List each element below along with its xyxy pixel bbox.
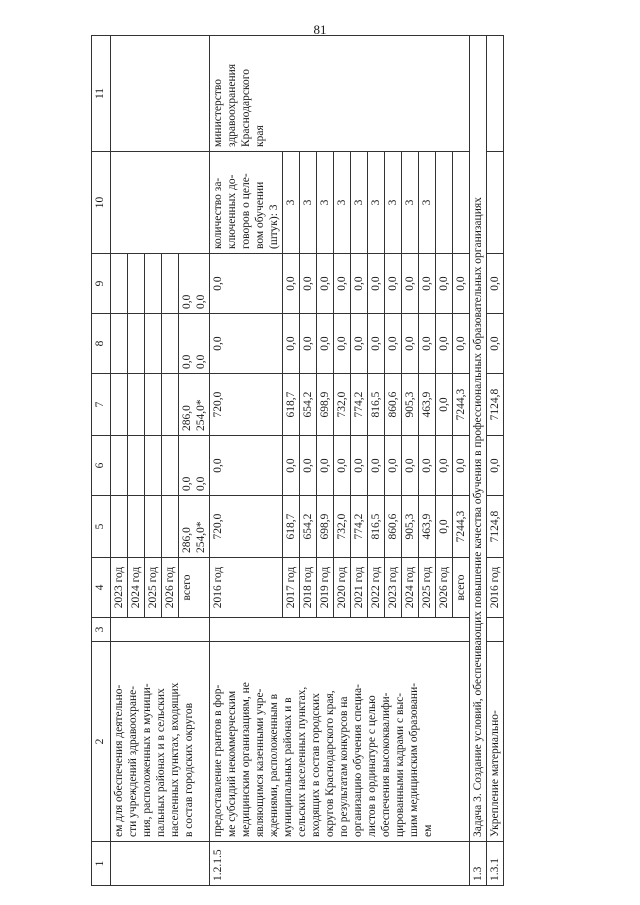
year-cell: 2016 год [487, 558, 504, 618]
indicator-value-cell: 3 [368, 152, 385, 254]
year-cell: 2024 год [128, 558, 145, 618]
other-sources-cell [145, 254, 162, 314]
header-cell-4: 4 [92, 558, 111, 618]
regional-budget-cell: 905,3 [402, 374, 419, 436]
total-amount-cell: 463,9 [419, 496, 436, 558]
other-sources-cell: 0,0 [419, 254, 436, 314]
year-cell: 2021 год [351, 558, 368, 618]
local-budget-cell: 0,0 [334, 314, 351, 374]
regional-budget-cell: 698,9 [317, 374, 334, 436]
indicator-value-cell: 3 [385, 152, 402, 254]
year-cell: всего [179, 558, 210, 618]
indicator-value-cell [436, 152, 453, 254]
regional-budget-cell: 7244,3 [453, 374, 470, 436]
year-cell: 2026 год [436, 558, 453, 618]
table-row [111, 36, 128, 886]
indicator-cell [111, 152, 210, 254]
federal-budget-cell: 0,0 [487, 436, 504, 496]
year-cell: 2016 год [210, 558, 283, 618]
federal-budget-cell [111, 436, 128, 496]
regional-budget-cell: 463,9 [419, 374, 436, 436]
year-cell: 2024 год [402, 558, 419, 618]
local-budget-cell: 0,0 [317, 314, 334, 374]
federal-budget-cell: 0,0 [317, 436, 334, 496]
year-cell: 2026 год [162, 558, 179, 618]
federal-budget-cell [128, 436, 145, 496]
header-row [92, 36, 111, 886]
indicator-value-cell [453, 152, 470, 254]
local-budget-cell: 0,0 [436, 314, 453, 374]
total-amount-cell [145, 496, 162, 558]
column-3-cell [210, 618, 470, 642]
regional-budget-cell [145, 374, 162, 436]
local-budget-cell: 0,0 [300, 314, 317, 374]
activity-name-cell: Укрепление материально- [487, 642, 504, 842]
year-cell: всего [453, 558, 470, 618]
table-row [210, 36, 283, 886]
year-cell: 2023 год [385, 558, 402, 618]
regional-budget-cell [128, 374, 145, 436]
executor-cell [487, 36, 504, 152]
other-sources-cell: 0,0 [210, 254, 283, 314]
page-number: 81 [313, 22, 327, 37]
local-budget-cell: 0,0 [419, 314, 436, 374]
year-cell: 2022 год [368, 558, 385, 618]
indicator-value-cell: 3 [419, 152, 436, 254]
indicator-value-cell: 3 [402, 152, 419, 254]
other-sources-cell: 0,0 [334, 254, 351, 314]
table-row [487, 36, 504, 886]
local-budget-cell: 0,0 [385, 314, 402, 374]
regional-budget-cell: 732,0 [334, 374, 351, 436]
other-sources-cell: 0,0 [385, 254, 402, 314]
header-cell-9: 9 [92, 254, 111, 314]
indicator-value-cell: 3 [317, 152, 334, 254]
year-cell: 2025 год [419, 558, 436, 618]
total-amount-cell: 905,3 [402, 496, 419, 558]
executor-cell [111, 36, 210, 152]
task-row [470, 36, 487, 886]
activity-name-cell: ем для обеспечения деятельно- сти учреждений здравоохране- ния, расположенных в муници- пальных районах и в сельских населенных пунктах, входящих в состав городских округов [111, 642, 210, 842]
task-title-cell: Задача 3. Создание условий, обеспечивающих повышение качества обучения в профессиональных образовательных организациях [470, 36, 487, 842]
local-budget-cell: 0,0 [283, 314, 300, 374]
local-budget-cell [128, 314, 145, 374]
total-amount-cell: 7124,8 [487, 496, 504, 558]
total-amount-cell: 618,7 [283, 496, 300, 558]
activity-name-cell: предоставление грантов в фор- ме субсидий некоммерческим медицинским организациям, не являющимся казенными учре- ждениями, расположенным в муниципальных районах и в сельских населенных пунктах, входящих в состав городских округов Краснодарского края, по результатам конкурсов на организацию обучения специа- листов в ординатуре с целью обеспечения высококвалифи- цированными кадрами с выс- шим медицинским образовани- ем [210, 642, 470, 842]
local-budget-cell: 0,0 [351, 314, 368, 374]
regional-budget-cell: 0,0 [436, 374, 453, 436]
regional-budget-cell: 816,5 [368, 374, 385, 436]
total-amount-cell [111, 496, 128, 558]
total-amount-cell: 0,0 [436, 496, 453, 558]
column-3-cell [487, 618, 504, 642]
regional-budget-cell: 286,0 254,0* [179, 374, 210, 436]
total-amount-cell: 860,6 [385, 496, 402, 558]
other-sources-cell: 0,0 [436, 254, 453, 314]
federal-budget-cell: 0,0 [419, 436, 436, 496]
indicator-value-cell: 3 [283, 152, 300, 254]
other-sources-cell: 0,0 [453, 254, 470, 314]
federal-budget-cell [145, 436, 162, 496]
executor-cell: министерство здравоохранения Краснодарского края [210, 36, 470, 152]
year-cell: 2020 год [334, 558, 351, 618]
local-budget-cell: 0,0 [210, 314, 283, 374]
regional-budget-cell: 7124,8 [487, 374, 504, 436]
row-number-cell [111, 842, 210, 886]
federal-budget-cell: 0,0 [334, 436, 351, 496]
column-3-cell [111, 618, 210, 642]
local-budget-cell: 0,0 [453, 314, 470, 374]
federal-budget-cell: 0,0 [368, 436, 385, 496]
row-number-cell: 1.3.1 [487, 842, 504, 886]
year-cell: 2019 год [317, 558, 334, 618]
federal-budget-cell: 0,0 [210, 436, 283, 496]
other-sources-cell: 0,0 [351, 254, 368, 314]
federal-budget-cell: 0,0 [300, 436, 317, 496]
federal-budget-cell: 0,0 0,0 [179, 436, 210, 496]
header-cell-5: 5 [92, 496, 111, 558]
federal-budget-cell: 0,0 [283, 436, 300, 496]
year-cell: 2025 год [145, 558, 162, 618]
regional-budget-cell: 774,2 [351, 374, 368, 436]
total-amount-cell: 7244,3 [453, 496, 470, 558]
header-cell-8: 8 [92, 314, 111, 374]
other-sources-cell: 0,0 [317, 254, 334, 314]
federal-budget-cell [162, 436, 179, 496]
indicator-value-cell: 3 [351, 152, 368, 254]
total-amount-cell: 286,0 254,0* [179, 496, 210, 558]
federal-budget-cell: 0,0 [436, 436, 453, 496]
local-budget-cell [162, 314, 179, 374]
total-amount-cell [128, 496, 145, 558]
indicator-value-cell: 3 [334, 152, 351, 254]
regional-budget-cell [111, 374, 128, 436]
total-amount-cell [162, 496, 179, 558]
header-cell-2: 2 [92, 642, 111, 842]
row-number-cell: 1.3 [470, 842, 487, 886]
indicator-cell: количество за- ключенных до- говоров о целе- вом обучении (штук): 3 [210, 152, 283, 254]
program-table [91, 35, 504, 886]
local-budget-cell [111, 314, 128, 374]
other-sources-cell [111, 254, 128, 314]
year-cell: 2017 год [283, 558, 300, 618]
federal-budget-cell: 0,0 [402, 436, 419, 496]
local-budget-cell: 0,0 [402, 314, 419, 374]
local-budget-cell: 0,0 [487, 314, 504, 374]
header-cell-3: 3 [92, 618, 111, 642]
other-sources-cell [128, 254, 145, 314]
other-sources-cell: 0,0 [283, 254, 300, 314]
local-budget-cell [145, 314, 162, 374]
rotated-table-container [91, 36, 571, 886]
federal-budget-cell: 0,0 [351, 436, 368, 496]
total-amount-cell: 732,0 [334, 496, 351, 558]
header-cell-10: 10 [92, 152, 111, 254]
year-cell: 2023 год [111, 558, 128, 618]
indicator-cell [487, 152, 504, 254]
header-cell-11: 11 [92, 36, 111, 152]
local-budget-cell: 0,0 0,0 [179, 314, 210, 374]
header-cell-1: 1 [92, 842, 111, 886]
other-sources-cell: 0,0 [402, 254, 419, 314]
total-amount-cell: 816,5 [368, 496, 385, 558]
header-cell-7: 7 [92, 374, 111, 436]
regional-budget-cell: 618,7 [283, 374, 300, 436]
federal-budget-cell: 0,0 [453, 436, 470, 496]
regional-budget-cell: 860,6 [385, 374, 402, 436]
header-cell-6: 6 [92, 436, 111, 496]
other-sources-cell: 0,0 [368, 254, 385, 314]
local-budget-cell: 0,0 [368, 314, 385, 374]
indicator-value-cell: 3 [300, 152, 317, 254]
regional-budget-cell: 720,0 [210, 374, 283, 436]
other-sources-cell: 0,0 [300, 254, 317, 314]
total-amount-cell: 720,0 [210, 496, 283, 558]
row-number-cell: 1.2.1.5 [210, 842, 470, 886]
federal-budget-cell: 0,0 [385, 436, 402, 496]
regional-budget-cell [162, 374, 179, 436]
total-amount-cell: 654,2 [300, 496, 317, 558]
total-amount-cell: 698,9 [317, 496, 334, 558]
other-sources-cell [162, 254, 179, 314]
year-cell: 2018 год [300, 558, 317, 618]
other-sources-cell: 0,0 [487, 254, 504, 314]
total-amount-cell: 774,2 [351, 496, 368, 558]
other-sources-cell: 0,0 0,0 [179, 254, 210, 314]
regional-budget-cell: 654,2 [300, 374, 317, 436]
